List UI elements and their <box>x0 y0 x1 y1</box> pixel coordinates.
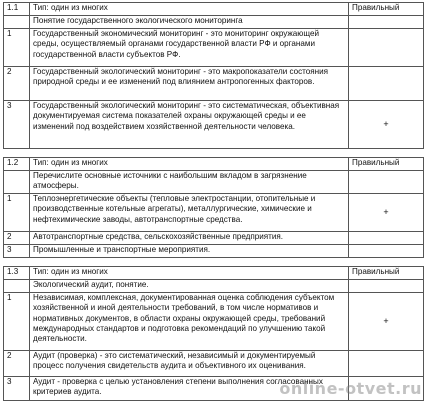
option-text: Аудит (проверка) - это систематический, независимый и документируемый процесс получения свидетельств аудита и объективного их оценивания. <box>30 351 349 377</box>
question-type: Тип: один из многих <box>30 3 349 16</box>
option-number: 1 <box>4 29 30 67</box>
option-text: Промышленные и транспортные мероприятия. <box>30 245 349 258</box>
question-block-1-2 <box>3 157 424 258</box>
question-text: Понятие государственного экологического мониторинга <box>30 16 349 29</box>
question-block-1-1 <box>3 2 424 149</box>
question-number: 1.3 <box>4 267 30 280</box>
option-number: 2 <box>4 232 30 245</box>
question-table <box>3 2 424 149</box>
option-text: Теплоэнергетические объекты (тепловые электростанции, отопительные и производственные котельные агрегаты), металлургические, химические и нефтехимические заводы, автотранспортные средства. <box>30 194 349 232</box>
correct-mark: + <box>349 194 424 232</box>
correct-mark <box>349 67 424 101</box>
correct-mark <box>349 232 424 245</box>
correct-mark: + <box>349 293 424 351</box>
question-number: 1.2 <box>4 158 30 171</box>
option-text: Государственный экономический мониторинг - это мониторинг окружающей среды, осуществляемый органами государственной власти РФ и органами государственной власти субъектов РФ. <box>30 29 349 67</box>
question-text: Экологический аудит, понятие. <box>30 280 349 293</box>
answer-header: Правильный <box>349 3 424 16</box>
correct-mark: + <box>349 101 424 149</box>
option-number: 2 <box>4 67 30 101</box>
option-text: Государственный экологический мониторинг - это систематическая, объективная документируемая система показателей охраны окружающей среды и ее изменений под воздействием хозяйственной деятельности человека. <box>30 101 349 149</box>
option-number: 3 <box>4 377 30 401</box>
question-number: 1.1 <box>4 3 30 16</box>
option-number: 1 <box>4 293 30 351</box>
option-number: 1 <box>4 194 30 232</box>
watermark: online-otvet.ru <box>279 379 422 398</box>
option-number: 3 <box>4 101 30 149</box>
question-type: Тип: один из многих <box>30 158 349 171</box>
option-text: Независимая, комплексная, документированная оценка соблюдения субъектом хозяйственной и иной деятельности требований, в том числе нормативов и нормативных документов, в области охраны окружающей среды, требований международных стандартов и подготовка рекомендаций по улучшению такой деятельности. <box>30 293 349 351</box>
option-text: Автотранспортные средства, сельскохозяйственные предприятия. <box>30 232 349 245</box>
correct-mark <box>349 29 424 67</box>
question-type: Тип: один из многих <box>30 267 349 280</box>
answer-header: Правильный <box>349 158 424 171</box>
question-text: Перечислите основные источники с наибольшим вкладом в загрязнение атмосферы. <box>30 171 349 194</box>
correct-mark <box>349 351 424 377</box>
option-number: 2 <box>4 351 30 377</box>
correct-mark <box>349 245 424 258</box>
option-text: Аудит - проверка с целью установления степени выполнения согласованных критериев аудита. <box>30 377 349 401</box>
option-number: 3 <box>4 245 30 258</box>
answer-header: Правильный <box>349 267 424 280</box>
question-table <box>3 157 424 258</box>
option-text: Государственный экологический мониторинг - это макропоказатели состояния природной среды и ее изменений под влиянием антропогенных факторов. <box>30 67 349 101</box>
